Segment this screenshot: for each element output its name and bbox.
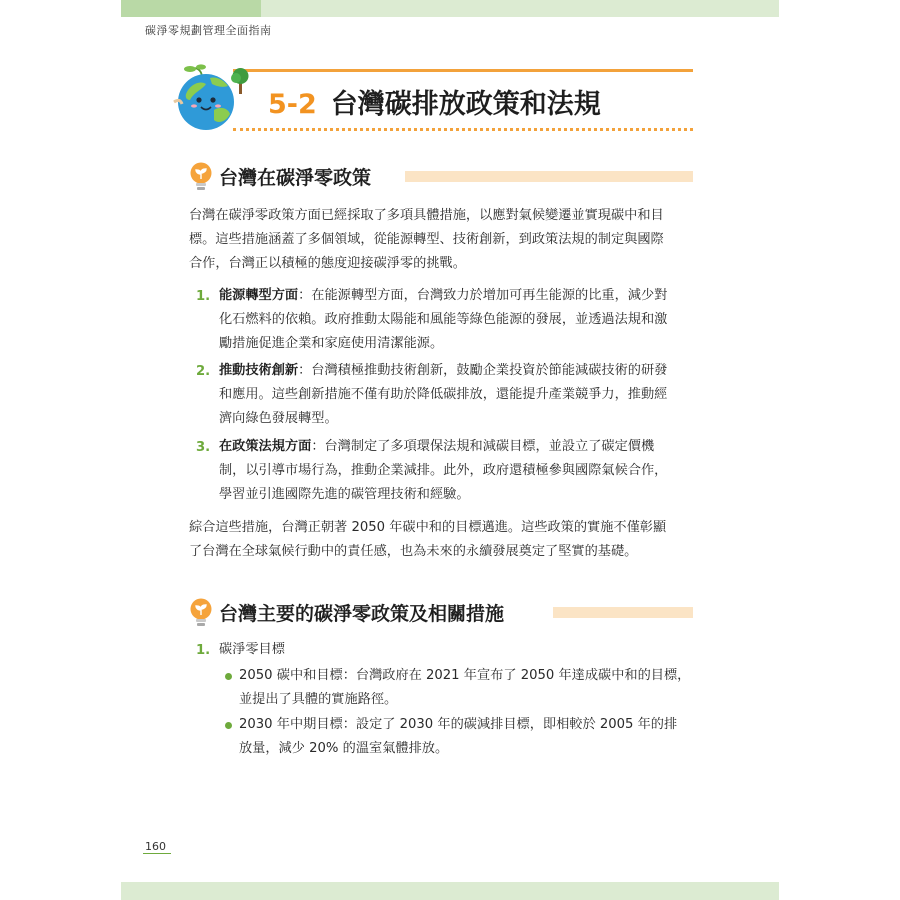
chapter-number: 5-2 bbox=[268, 89, 317, 120]
text-line: ：台灣積極推動技術創新，鼓勵企業投資於節能減碳技術的研發 bbox=[298, 363, 668, 378]
section-heading-2 bbox=[189, 598, 693, 628]
chapter-title bbox=[268, 82, 601, 121]
section-heading-text: 台灣在碳淨零政策 bbox=[219, 167, 372, 189]
text-line: 台灣在碳淨零政策方面已經採取了多項具體措施，以應對氣候變遷並實現碳中和目 bbox=[189, 208, 664, 223]
section-heading-bar bbox=[405, 171, 693, 182]
page-number: 160 bbox=[145, 840, 166, 853]
chapter-dotted-rule bbox=[233, 128, 693, 131]
list-item-label: 在政策法規方面 bbox=[219, 439, 312, 454]
chapter-top-rule bbox=[233, 69, 693, 72]
bullet-item-2030 bbox=[239, 713, 677, 761]
list-item-net-zero-target: 碳淨零目標 bbox=[219, 642, 285, 657]
list-number: 1. bbox=[196, 643, 211, 658]
section-heading-text: 台灣主要的碳淨零政策及相關措施 bbox=[219, 603, 505, 625]
text-line: ：在能源轉型方面，台灣致力於增加可再生能源的比重，減少對 bbox=[298, 288, 668, 303]
bullet-dot-icon bbox=[225, 722, 232, 729]
chapter-title-text: 台灣碳排放政策和法規 bbox=[330, 89, 601, 120]
page-number-rule bbox=[143, 853, 171, 854]
text-line: 並提出了具體的實施路徑。 bbox=[239, 692, 398, 707]
lightbulb-icon bbox=[189, 162, 213, 192]
earth-mascot-icon bbox=[172, 64, 252, 136]
text-line: 標。這些措施涵蓋了多個領域，從能源轉型、技術創新，到政策法規的制定與國際 bbox=[189, 232, 664, 247]
lightbulb-icon bbox=[189, 598, 213, 628]
text-line: 綜合這些措施，台灣正朝著 2050 年碳中和的目標邁進。這些政策的實施不僅彰顯 bbox=[189, 520, 667, 535]
bullet-item-2050 bbox=[239, 664, 690, 712]
list-item-label: 推動技術創新 bbox=[219, 363, 299, 378]
text-line: 和應用。這些創新措施不僅有助於降低碳排放，還能提升產業競爭力，推動經 bbox=[219, 387, 668, 402]
section-heading-bar bbox=[553, 607, 693, 618]
section-heading-1 bbox=[189, 162, 693, 192]
list-item-policy bbox=[219, 435, 667, 507]
text-line: ：台灣制定了多項環保法規和減碳目標，並設立了碳定價機 bbox=[311, 439, 655, 454]
list-number: 1. bbox=[196, 289, 211, 304]
list-item-energy bbox=[219, 284, 667, 356]
text-line: 2030 年中期目標：設定了 2030 年的碳減排目標，即相較於 2005 年的排 bbox=[239, 717, 678, 732]
bullet-dot-icon bbox=[225, 673, 232, 680]
text-line: 了台灣在全球氣候行動中的責任感，也為未來的永續發展奠定了堅實的基礎。 bbox=[189, 544, 638, 559]
top-color-band bbox=[121, 0, 779, 17]
list-number: 3. bbox=[196, 440, 211, 455]
text-line: 放量，減少 20% 的溫室氣體排放。 bbox=[239, 741, 449, 756]
text-line: 濟向綠色發展轉型。 bbox=[219, 411, 338, 426]
intro-paragraph bbox=[189, 204, 664, 276]
text-line: 化石燃料的依賴。政府推動太陽能和風能等綠色能源的發展，並透過法規和激 bbox=[219, 312, 668, 327]
list-item-label: 能源轉型方面 bbox=[219, 288, 299, 303]
text-line: 勵措施促進企業和家庭使用清潔能源。 bbox=[219, 336, 444, 351]
text-line: 2050 碳中和目標：台灣政府在 2021 年宣布了 2050 年達成碳中和的目標， bbox=[239, 668, 691, 683]
summary-paragraph bbox=[189, 516, 666, 564]
text-line: 合作，台灣正以積極的態度迎接碳淨零的挑戰。 bbox=[189, 256, 466, 271]
text-line: 制，以引導市場行為，推動企業減排。此外，政府還積極參與國際氣候合作， bbox=[219, 463, 668, 478]
list-item-innovation bbox=[219, 359, 667, 431]
bottom-color-band bbox=[121, 882, 779, 900]
list-number: 2. bbox=[196, 364, 211, 379]
text-line: 學習並引進國際先進的碳管理技術和經驗。 bbox=[219, 487, 470, 502]
running-head: 碳淨零規劃管理全面指南 bbox=[145, 24, 272, 37]
top-band-tab bbox=[121, 0, 261, 17]
